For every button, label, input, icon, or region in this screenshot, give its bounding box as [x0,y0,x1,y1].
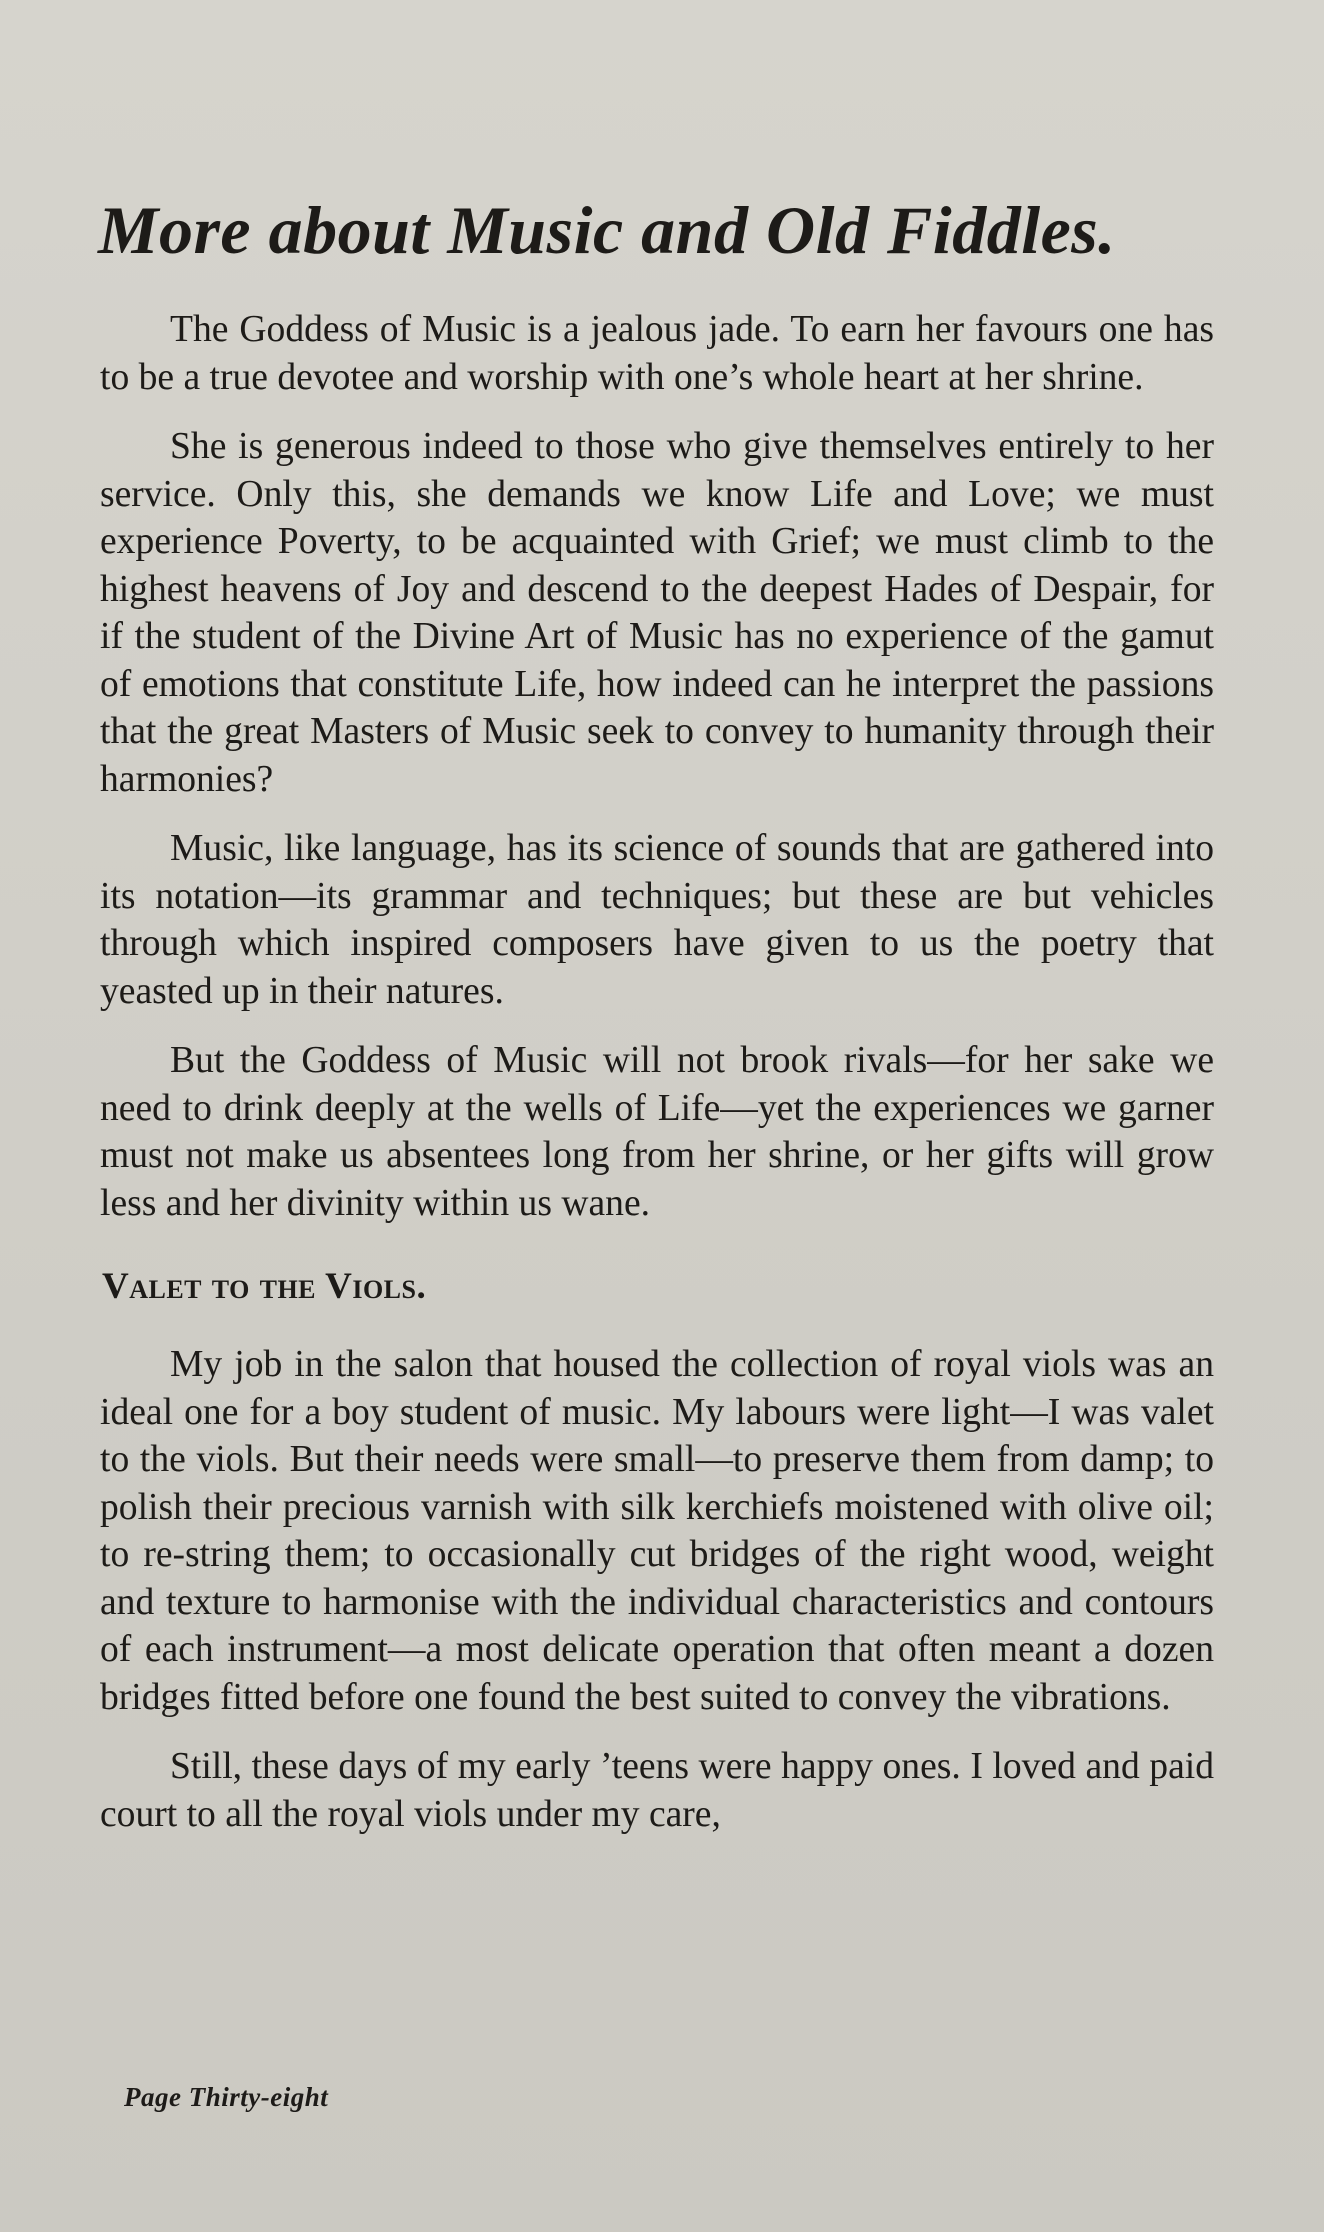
paragraph-3: Music, like language, has its science of sounds that are gathered into its notation—its grammar and techniques; but these are but vehicles through which inspired composers have given to us the poetry that yeasted up in their natures. [100,828,1214,1012]
paragraph-2: She is generous indeed to those who give themselves entirely to her service. Only this, she demands we know Life and Love; we must experience Poverty, to be acquainted with Grief; we must climb to the highest heavens of Joy and descend to the deepest Hades of Despair, for if the student of the Divine Art of Music has no experience of the gamut of emotions that constitute Life, how indeed can he interpret the passions that the great Masters of Music seek to convey to humanity through their harmonies? [100,426,1214,800]
section-heading: Valet to the Viols. [102,1266,427,1307]
chapter-title: More about Music and Old Fiddles. [98,192,1116,268]
section-paragraph-2: Still, these days of my early ’teens were happy ones. I loved and paid court to all the royal viols under my care, [100,1746,1214,1835]
section-paragraph-1: My job in the salon that housed the collection of royal viols was an ideal one for a boy student of music. My labours were light—I was valet to the viols. But their needs were small—to preserve them from damp; to polish their precious varnish with silk kerchiefs moistened with olive oil; to re-string them; to occasionally cut bridges of the right wood, weight and texture to harmonise with the individual characteristics and contours of each instrument—a most delicate operation that often meant a dozen bridges fitted before one found the best suited to convey the vibrations. [100,1344,1214,1718]
page-number: Page Thirty-eight [124,2082,329,2112]
paragraph-1: The Goddess of Music is a jealous jade. To earn her favours one has to be a true devotee and worship with one’s whole heart at her shrine. [100,309,1214,398]
paragraph-4: But the Goddess of Music will not brook rivals—for her sake we need to drink deeply at the wells of Life—yet the experiences we garner must not make us absentees long from her shrine, or her gifts will grow less and her divinity within us wane. [100,1040,1214,1224]
